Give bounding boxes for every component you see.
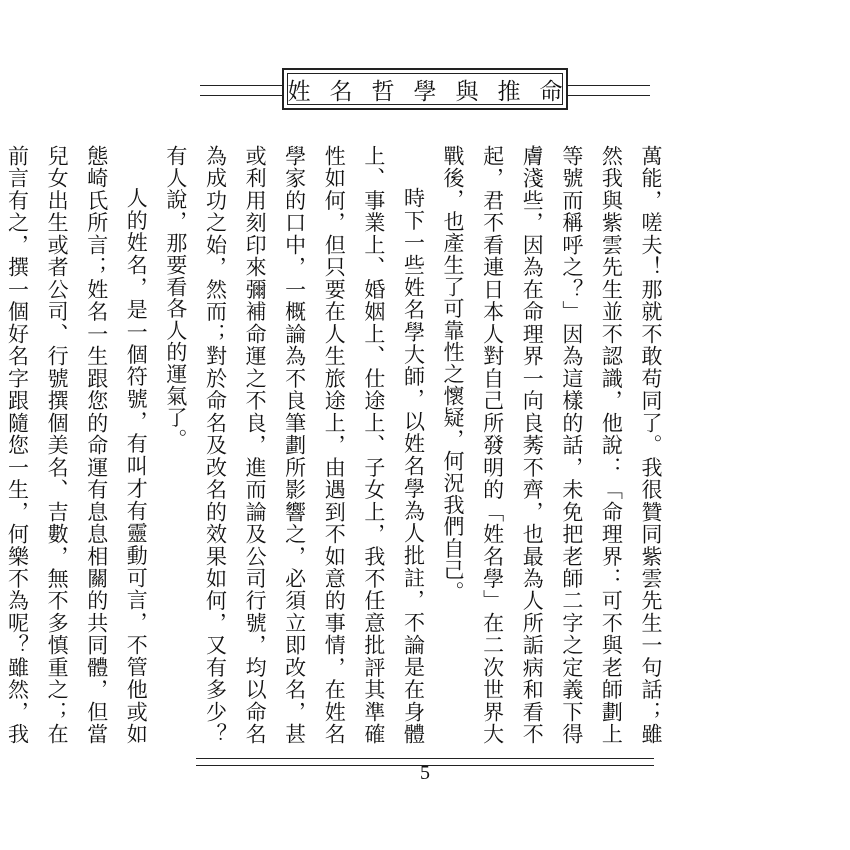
paragraph-3: 人的姓名，是一個符號，有叫才有靈動可言，不管他或如態崎氏所言；姓名一生跟您的命運有息息相關的共同體，但當兒女出生或者公司、行號撰個美名、吉數，無不多慎重之；在前言有之，撰一個好名字跟隨您一生，何樂不為呢？雖然，我 bbox=[5, 145, 149, 745]
paragraph-1: 萬能，嗟夫！那就不敢苟同了。我很贊同紫雲先生一句話；雖然我與紫雲先生並不認識，他說：「命理界：可不與老師劃上等號而稱呼之？」因為這樣的話，未免把老師二字之定義下得膚淺些，因為在命理界一向良莠不齊，也最為人所詬病和看不起，君不看連日本人對自己所發明的「姓名學」在二次世界大戰後，也產生了可靠性之懷疑，何況我們自己。 bbox=[441, 145, 663, 745]
running-header-title: 姓名哲學與推命 bbox=[287, 78, 582, 105]
footer-rule-top bbox=[196, 758, 654, 759]
page-number: 5 bbox=[420, 762, 430, 784]
running-header-box bbox=[282, 68, 582, 110]
paragraph-2: 時下一些姓名學大師，以姓名學為人批註，不論是在身體上、事業上、婚姻上、仕途上、子女上，我不任意批評其準確性如何，但只要在人生旅途上，由遇到不如意的事情，在姓名學家的口中，一概論為不良筆劃所影響之，必須立即改名，甚或利用刻印來彌補命運之不良，進而論及公司行號，均以命名為成功之始，然而；對於命名及改名的效果如何，又有多少？有人說，那要看各人的運氣了。 bbox=[163, 145, 426, 745]
body-text bbox=[5, 145, 670, 745]
